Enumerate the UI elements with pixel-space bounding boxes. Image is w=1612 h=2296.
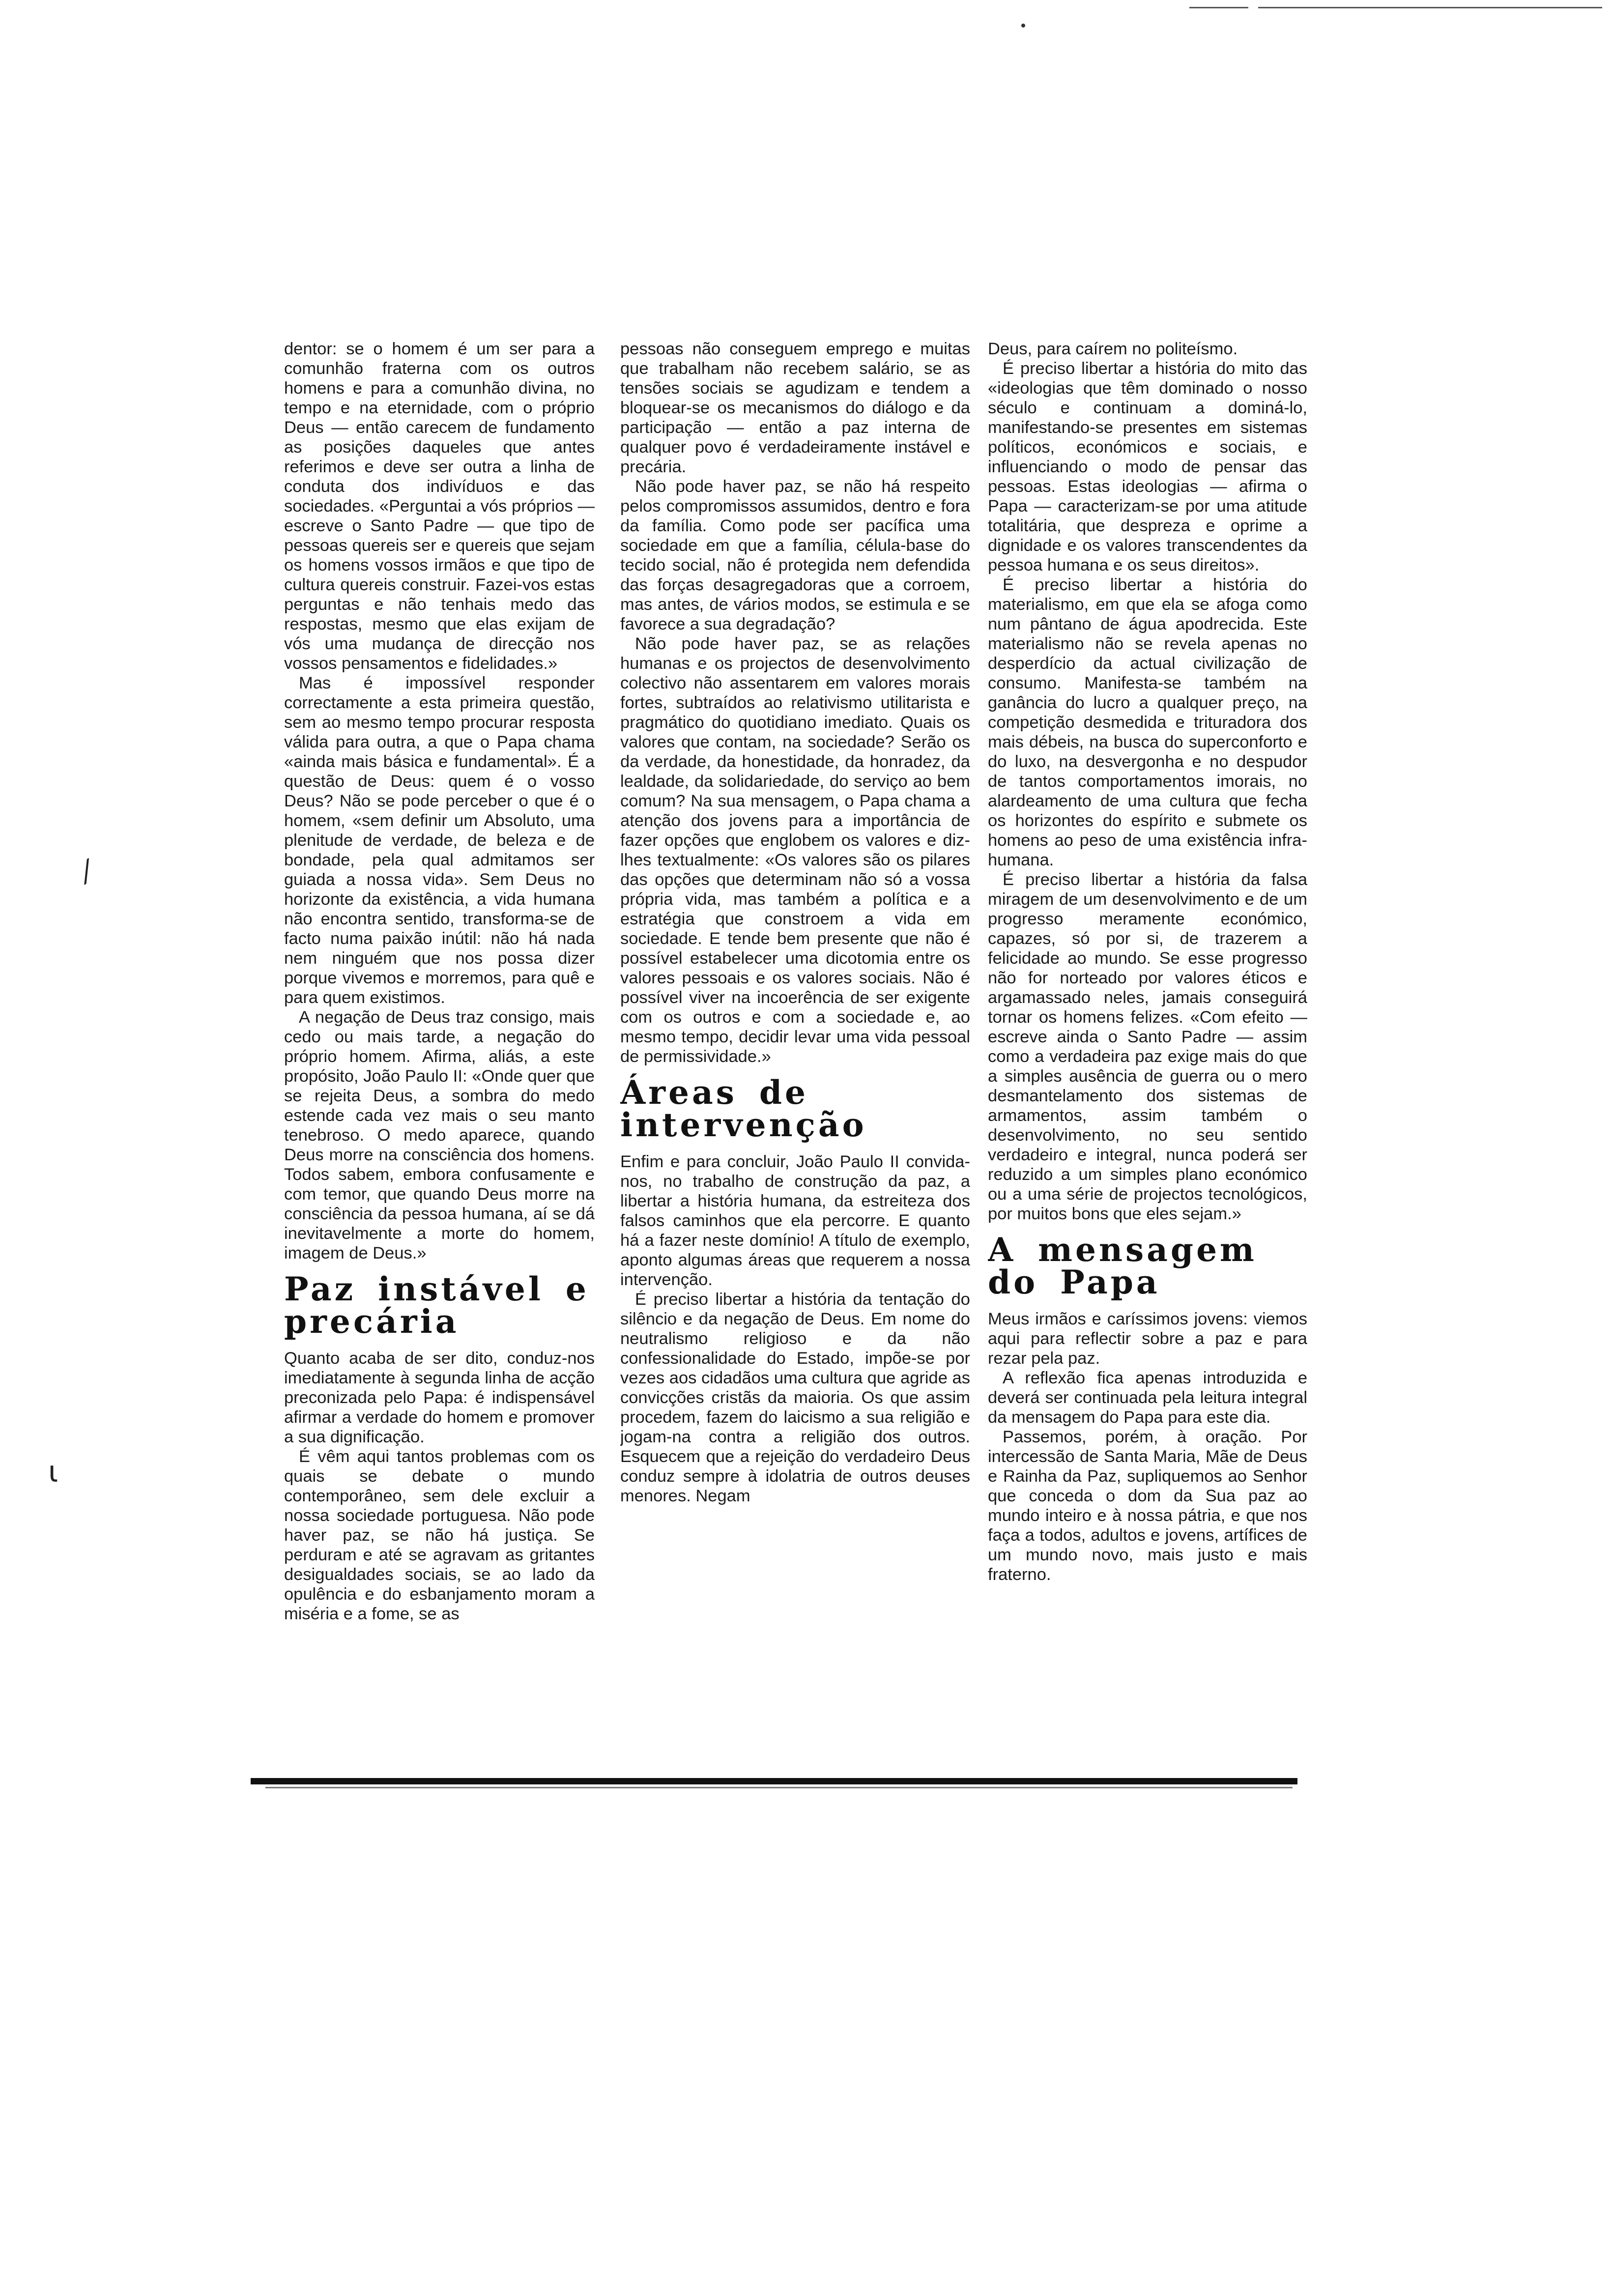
paragraph: Não pode haver paz, se não há respeito pelos compromissos assumidos, dentro e fora da família. Como pode ser pacífica uma sociedade em que a família, célula-base do tecido social, não é protegida nem defendida das forças desagregadoras que a corroem, mas antes, de vários modos, se estimula e se favorece a sua degradação? [620, 477, 970, 633]
paragraph: dentor: se o homem é um ser para a comunhão fraterna com os outros homens e para a comunhão divina, no tempo e na eternidade, com o próprio Deus — então carecem de fundamento as posições daqueles que antes referimos e deve ser outra a linha de conduta dos indivíduos e das sociedades. «Perguntai a vós próprios — escreve o Santo Padre — que tipo de pessoas quereis ser e quereis que sejam os homens vossos irmãos e que tipo de cultura quereis construir. Fazei-vos estas perguntas e não tenhais medo das respostas, mesmo que elas exijam de vós uma mudança de direcção nos vossos pensamentos e fidelidades.» [284, 340, 595, 673]
paragraph: Deus, para caírem no politeísmo. [988, 340, 1238, 358]
section-heading: A mensagem do Papa [988, 1231, 1257, 1301]
paragraph: A reflexão fica apenas introduzida e deverá ser continuada pela leitura integral da mensagem do Papa para este dia. [988, 1369, 1307, 1427]
paragraph: É vêm aqui tantos problemas com os quais se debate o mundo contemporâneo, sem dele excluir a nossa sociedade portuguesa. Não pode haver paz, se não há justiça. Se perduram e até se agravam as gritantes desigualdades sociais, se ao lado da opulência e do esbanjamento moram a miséria e a fome, se as [284, 1447, 595, 1623]
paragraph: Meus irmãos e caríssimos jovens: viemos aqui para reflectir sobre a paz e para rezar pela paz. [988, 1310, 1307, 1368]
scan-speck [1021, 24, 1025, 28]
paragraph: Passemos, porém, à oração. Por intercessão de Santa Maria, Mãe de Deus e Rainha da Paz, supliquemos ao Senhor que conceda o dom da Sua paz ao mundo inteiro e à nossa pátria, e que nos faça a todos, adultos e jovens, artífices de um mundo novo, mais justo e mais fraterno. [988, 1428, 1307, 1584]
section-heading: Paz instável e precária [284, 1270, 589, 1341]
paragraph: Quanto acaba de ser dito, conduz-nos imediatamente à segunda linha de acção preconizada pelo Papa: é indispensável afirmar a verdade do homem e promover a sua dignificação. [284, 1349, 595, 1446]
section-heading: Áreas de intervenção [620, 1073, 867, 1144]
article-column-3 [988, 339, 1307, 1759]
paragraph: pessoas não conseguem emprego e muitas que trabalham não recebem salário, se as tensões sociais se agudizam e tendem a bloquear-se os mecanismos do diálogo e da participação — então a paz interna de qualquer povo é verdadeiramente instável e precária. [620, 340, 970, 476]
top-edge-line [1258, 7, 1602, 8]
article-column-2 [620, 339, 970, 1759]
paragraph: A negação de Deus traz consigo, mais cedo ou mais tarde, a negação do próprio homem. Afirma, aliás, a este propósito, João Paulo II: «Onde quer que se rejeita Deus, a sombra do medo estende cada vez mais o seu manto tenebroso. O medo aparece, quando Deus morre na consciência dos homens. Todos sabem, embora confusamente e com temor, que quando Deus morre na consciência da pessoa humana, aí se dá inevitavelmente a morte do homem, imagem de Deus.» [284, 1008, 595, 1263]
bottom-divider-rule [251, 1778, 1297, 1784]
paragraph: É preciso libertar a história da falsa miragem de um desenvolvimento e de um progresso meramente económico, capazes, só por si, de trazerem a felicidade ao mundo. Se esse progresso não for norteado por valores éticos e argamassado neles, jamais conseguirá tornar os homens felizes. «Com efeito — escreve ainda o Santo Padre — assim como a verdadeira paz exige mais do que a simples ausência de guerra ou o mero desmantelamento dos sistemas de armamentos, assim também o desenvolvimento, no seu sentido verdadeiro e integral, nunca poderá ser reduzido a um simples plano económico ou a uma série de projectos tecnológicos, por muitos bons que eles sejam.» [988, 870, 1307, 1223]
scan-margin-mark: ⁄ [77, 856, 97, 889]
paragraph: Enfim e para concluir, João Paulo II convida-nos, no trabalho de construção da paz, a libertar a história humana, da estreiteza dos falsos caminhos que ela percorre. E quanto há a fazer neste domínio! A título de exemplo, aponto algumas áreas que requerem a nossa intervenção. [620, 1152, 970, 1289]
paragraph: É preciso libertar a história da tentação do silêncio e da negação de Deus. Em nome do neutralismo religioso e da não confessionalidade do Estado, impõe-se por vezes aos cidadãos uma cultura que agride as convicções cristãs da maioria. Os que assim procedem, fazem do laicismo a sua religião e jogam-na contra a religião dos outros. Esquecem que a rejeição do verdadeiro Deus conduz sempre à idolatria de outros deuses menores. Negam [620, 1290, 970, 1505]
article-column-1 [284, 339, 595, 1759]
scan-margin-mark: ɩ [48, 1455, 58, 1489]
top-edge-line-short [1189, 7, 1248, 8]
paragraph: É preciso libertar a história do materialismo, em que ela se afoga como num pântano de água apodrecida. Este materialismo não se revela apenas no desperdício da actual civilização de consumo. Manifesta-se também na ganância do lucro a qualquer preço, na competição desmedida e trituradora dos mais débeis, na busca do superconforto e do luxo, na desvergonha e no despudor de tantos comportamentos imorais, no alardeamento de uma cultura que fecha os horizontes do espírito e submete os homens ao peso de uma existência infra-humana. [988, 575, 1307, 869]
paragraph: É preciso libertar a história do mito das «ideologias que têm dominado o nosso século e continuam a dominá-lo, manifestando-se presentes em sistemas políticos, económicos e sociais, e influenciando o modo de pensar das pessoas. Estas ideologias — afirma o Papa — caracterizam-se por uma atitude totalitária, que despreza e oprime a dignidade e os valores transcendentes da pessoa humana e os seus direitos». [988, 359, 1307, 574]
paragraph: Mas é impossível responder correctamente a esta primeira questão, sem ao mesmo tempo procurar resposta válida para outra, a que o Papa chama «ainda mais básica e fundamental». É a questão de Deus: quem é o vosso Deus? Não se pode perceber o que é o homem, «sem definir um Absoluto, uma plenitude de verdade, de beleza e de bondade, pela qual admitamos ser guiada a nossa vida». Sem Deus no horizonte da existência, a vida humana não encontra sentido, transforma-se de facto numa paixão inútil: não há nada nem ninguém que nos possa dizer porque vivemos e morremos, para quê e para quem existimos. [284, 674, 595, 1007]
paragraph: Não pode haver paz, se as relações humanas e os projectos de desenvolvimento colectivo não assentarem em valores morais fortes, subtraídos ao relativismo utilitarista e pragmático do quotidiano imediato. Quais os valores que contam, na sociedade? Serão os da verdade, da honestidade, da honradez, da lealdade, da solidariedade, do serviço ao bem comum? Na sua mensagem, o Papa chama a atenção dos jovens para a importância de fazer opções que englobem os valores e diz-lhes textualmente: «Os valores são os pilares das opções que determinam não só a vossa própria vida, mas também a política e a estratégia que constroem a vida em sociedade. E tende bem presente que não é possível estabelecer uma dicotomia entre os valores pessoais e os valores sociais. Não é possível viver na incoerência de ser exigente com os outros e com a sociedade e, ao mesmo tempo, decidir levar uma vida pessoal de permissividade.» [620, 634, 970, 1066]
bottom-divider-rule-thin [265, 1787, 1293, 1788]
